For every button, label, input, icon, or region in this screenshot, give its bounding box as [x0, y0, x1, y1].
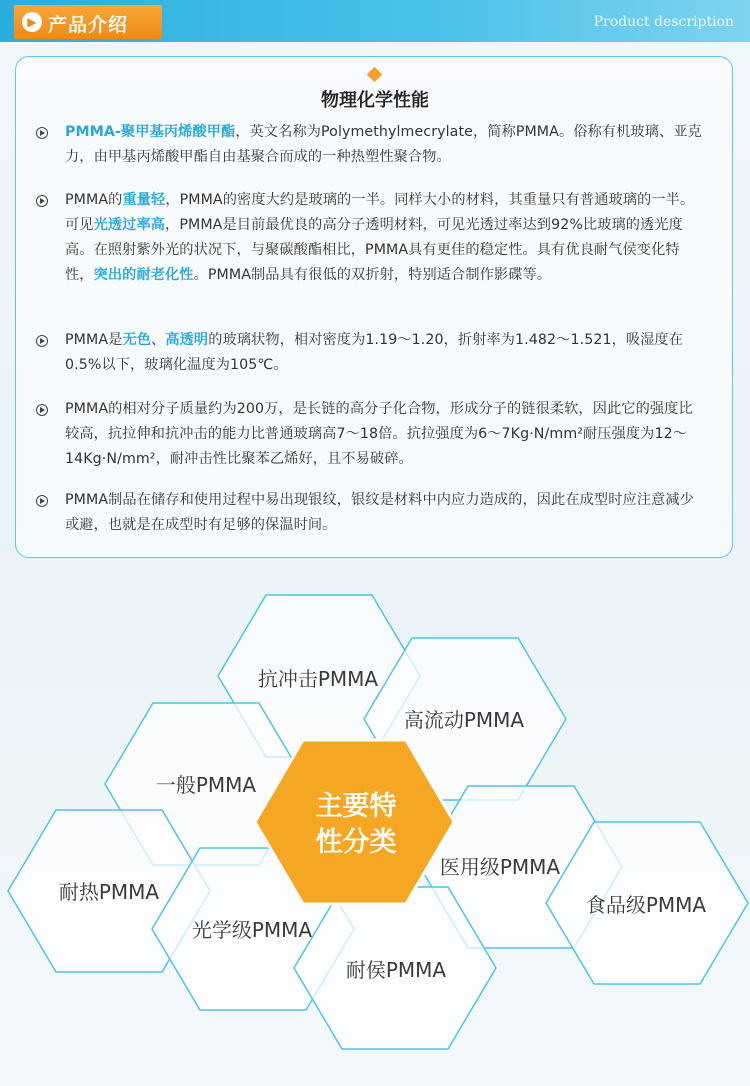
- hex-label-6: 食品级PMMA: [585, 893, 707, 917]
- highlight: 重量轻: [122, 192, 166, 208]
- text: ，英文名称为Polymethylmecrylate，简称PMMA。俗称有机玻璃、亚克力，由甲基丙烯酸甲酯自由基聚合而成的一种热塑性聚合物。: [65, 124, 702, 165]
- text: 。PMMA制品具有很低的双折射，特别适合制作影碟等。: [193, 267, 552, 283]
- highlight: PMMA-聚甲基丙烯酸甲酯: [65, 124, 236, 140]
- header-title: 产品介绍: [48, 14, 129, 36]
- hex-label-1: 抗冲击PMMA: [257, 667, 379, 691]
- hex-label-7: 光学级PMMA: [191, 918, 313, 942]
- hex-label-8: 耐侯PMMA: [345, 958, 447, 982]
- text: PMMA制品在储存和使用过程中易出现银纹，银纹是材料中内应力造成的，因此在成型时应注意减少或避，也就是在成型时有足够的保温时间。: [65, 492, 694, 533]
- center-label-line2: 性分类: [315, 827, 397, 858]
- highlight: 无色: [122, 332, 152, 348]
- section-title: 物理化学性能: [321, 90, 429, 111]
- play-circle-icon: ▶: [22, 12, 42, 32]
- text: 、: [151, 332, 166, 348]
- text: PMMA是: [65, 332, 123, 348]
- text: 的玻璃状物，相对密度为1.19～1.20，折射率为1.482～1.521，吸湿度在0.5%以下，玻璃化温度为105℃。: [65, 332, 684, 373]
- hex-label-3: 一般PMMA: [155, 773, 257, 797]
- hex-label-5: 耐热PMMA: [58, 880, 160, 904]
- header-subtitle: Product description: [593, 14, 734, 30]
- center-label-line1: 主要特: [315, 791, 397, 822]
- hex-label-2: 高流动PMMA: [403, 708, 525, 732]
- highlight: 高透明: [165, 332, 209, 348]
- highlight: 突出的耐老化性: [93, 267, 194, 283]
- text: PMMA的相对分子质量约为200万，是长链的高分子化合物，形成分子的链很柔软，因此它的强度比较高，抗拉伸和抗冲击的能力比普通玻璃高7～18倍。抗拉强度为6～7Kg·N/mm²耐压强度为12～14Kg·N/mm²，耐冲击性比聚苯乙烯好，且不易破碎。: [65, 401, 693, 467]
- text: ，PMMA的密度大约是玻璃的一半。同样大小的材料，其重量只有普通玻璃的一半。可见: [65, 192, 695, 233]
- hex-label-4: 医用级PMMA: [439, 855, 561, 879]
- text: PMMA的: [65, 192, 123, 208]
- text: ，PMMA是目前最优良的高分子透明材料，可见光透过率达到92%比玻璃的透光度高。在照射紫外光的状况下，与聚碳酸酯相比，PMMA具有更佳的稳定性。具有优良耐气侯变化特性，: [65, 217, 683, 283]
- highlight: 光透过率高: [93, 217, 166, 233]
